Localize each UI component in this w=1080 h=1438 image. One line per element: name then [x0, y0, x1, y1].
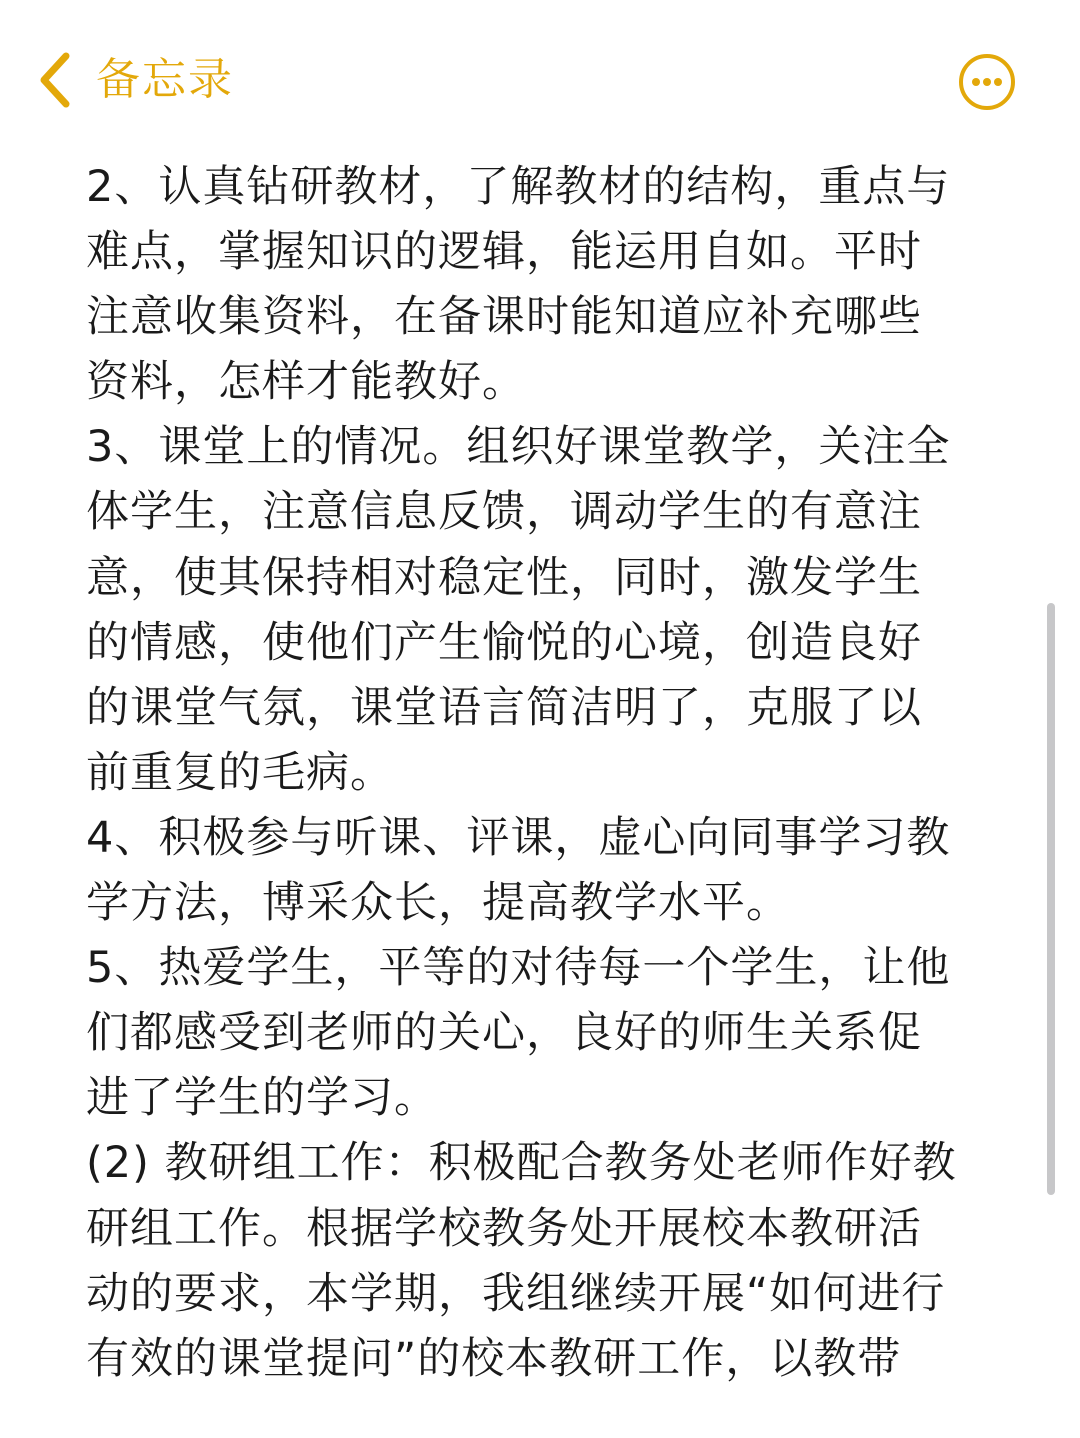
note-line: 研组工作。根据学校教务处开展校本教研活 — [86, 1203, 922, 1254]
scrollbar-thumb[interactable] — [1047, 603, 1055, 1195]
note-line: 资料，怎样才能教好。 — [86, 357, 526, 408]
note-body[interactable] — [86, 155, 1006, 1392]
note-line: 意，使其保持相对稳定性，同时，激发学生 — [86, 552, 922, 603]
note-line: 的情感，使他们产生愉悦的心境，创造良好 — [86, 617, 922, 668]
note-line: 进了学生的学习。 — [86, 1073, 438, 1124]
note-line: 动的要求，本学期，我组继续开展“如何进行 — [86, 1268, 946, 1319]
navigation-bar — [0, 0, 1080, 160]
chevron-left-icon — [36, 48, 76, 112]
note-line: 难点，掌握知识的逻辑，能运用自如。平时 — [86, 227, 922, 278]
note-line: 3、课堂上的情况。组织好课堂教学，关注全 — [86, 422, 951, 473]
ellipsis-circle-icon — [957, 52, 1017, 112]
more-button[interactable] — [957, 52, 1017, 112]
note-line: 们都感受到老师的关心，良好的师生关系促 — [86, 1008, 922, 1059]
note-line: 5、热爱学生，平等的对待每一个学生，让他 — [86, 943, 951, 994]
note-line: (2) 教研组工作：积极配合教务处老师作好教 — [86, 1138, 957, 1189]
note-line: 体学生，注意信息反馈，调动学生的有意注 — [86, 487, 922, 538]
note-line: 注意收集资料，在备课时能知道应补充哪些 — [86, 292, 922, 343]
back-button[interactable] — [36, 48, 234, 112]
note-line: 前重复的毛病。 — [86, 747, 394, 798]
note-line: 2、认真钻研教材，了解教材的结构，重点与 — [86, 162, 951, 212]
note-line: 学方法，博采众长，提高教学水平。 — [86, 878, 790, 929]
note-line: 有效的课堂提问”的校本教研工作，以教带 — [86, 1333, 902, 1384]
back-label: 备忘录 — [96, 54, 234, 105]
note-line: 的课堂气氛，课堂语言简洁明了，克服了以 — [86, 682, 922, 733]
note-line: 4、积极参与听课、评课，虚心向同事学习教 — [86, 812, 951, 863]
